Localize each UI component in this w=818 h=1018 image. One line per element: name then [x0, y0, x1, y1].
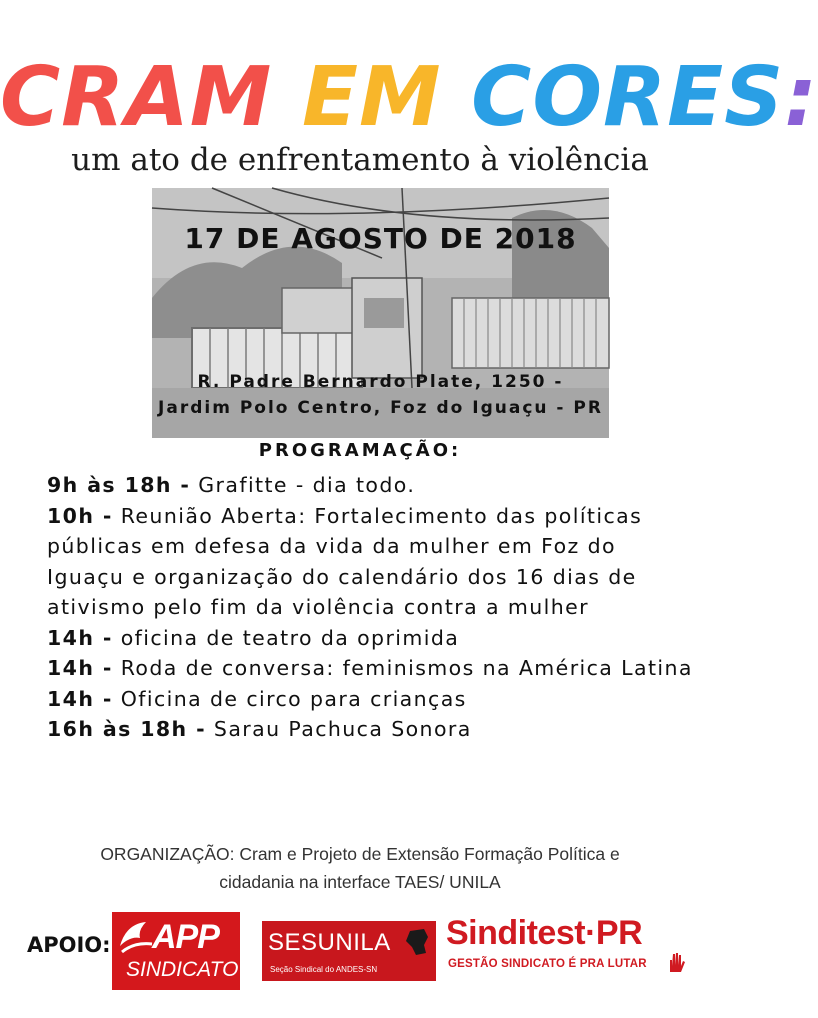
- bird-icon: [116, 916, 156, 960]
- address-line-2: Jardim Polo Centro, Foz do Iguaçu - PR: [158, 398, 603, 418]
- sesunila-logo-name: SESUNILA: [268, 929, 391, 956]
- event-title: [0, 48, 818, 148]
- sinditest-logo: [446, 914, 690, 982]
- schedule-text: Reunião Aberta: Fortalecimento das políticas públicas em defesa da vida da mulher em Foz do Iguaçu e organização do calendário dos 16 dias de ativismo pelo fim da violência contra a mulher: [47, 503, 643, 619]
- sinditest-logo-name: Sinditest·PR: [446, 914, 643, 952]
- schedule-text: oficina de teatro da oprimida: [112, 625, 460, 650]
- schedule-time: 16h às 18h -: [47, 717, 206, 741]
- schedule-text: Roda de conversa: feminismos na América Latina: [112, 656, 693, 680]
- event-subtitle: um ato de enfrentamento à violência: [71, 142, 649, 178]
- title-word-cram: CRAM: [0, 50, 273, 145]
- title-word-cores: CORES: [471, 50, 785, 145]
- title-word-em: EM: [301, 50, 442, 145]
- schedule-text: Sarau Pachuca Sonora: [206, 717, 472, 741]
- organization-credits: [0, 840, 720, 896]
- app-logo-sub: SINDICATO: [126, 958, 239, 981]
- program-schedule: [47, 470, 697, 745]
- schedule-time: 14h -: [47, 656, 113, 680]
- title-colon: :: [784, 50, 818, 145]
- program-heading: PROGRAMAÇÃO:: [258, 440, 462, 461]
- map-icon: [404, 927, 432, 957]
- hand-icon: [666, 952, 686, 974]
- schedule-item: [47, 501, 697, 623]
- schedule-item: [47, 714, 697, 745]
- app-sindicato-logo: [112, 912, 240, 990]
- schedule-text: Grafitte - dia todo.: [190, 473, 416, 497]
- sinditest-logo-sub: GESTÃO SINDICATO É PRA LUTAR: [448, 958, 647, 970]
- event-date: 17 DE AGOSTO DE 2018: [184, 222, 577, 255]
- schedule-time: 9h às 18h -: [47, 473, 191, 497]
- sesunila-logo: [262, 921, 436, 981]
- schedule-item: [47, 623, 697, 654]
- organization-line-1: ORGANIZAÇÃO: Cram e Projeto de Extensão Formação Política e: [100, 844, 620, 864]
- support-label: APOIO:: [27, 933, 111, 957]
- schedule-time: 14h -: [47, 686, 113, 711]
- schedule-text: Oficina de circo para crianças: [112, 686, 467, 711]
- schedule-time: 14h -: [47, 625, 113, 650]
- sesunila-logo-sub: Seção Sindical do ANDES-SN: [270, 965, 378, 974]
- organization-line-2: cidadania na interface TAES/ UNILA: [219, 872, 501, 892]
- app-logo-name: APP: [152, 918, 219, 956]
- schedule-item: [47, 653, 697, 684]
- schedule-item: [47, 684, 697, 715]
- schedule-item: [47, 470, 697, 501]
- schedule-time: 10h -: [47, 503, 113, 528]
- address-line-1: R. Padre Bernardo Plate, 1250 -: [197, 372, 564, 392]
